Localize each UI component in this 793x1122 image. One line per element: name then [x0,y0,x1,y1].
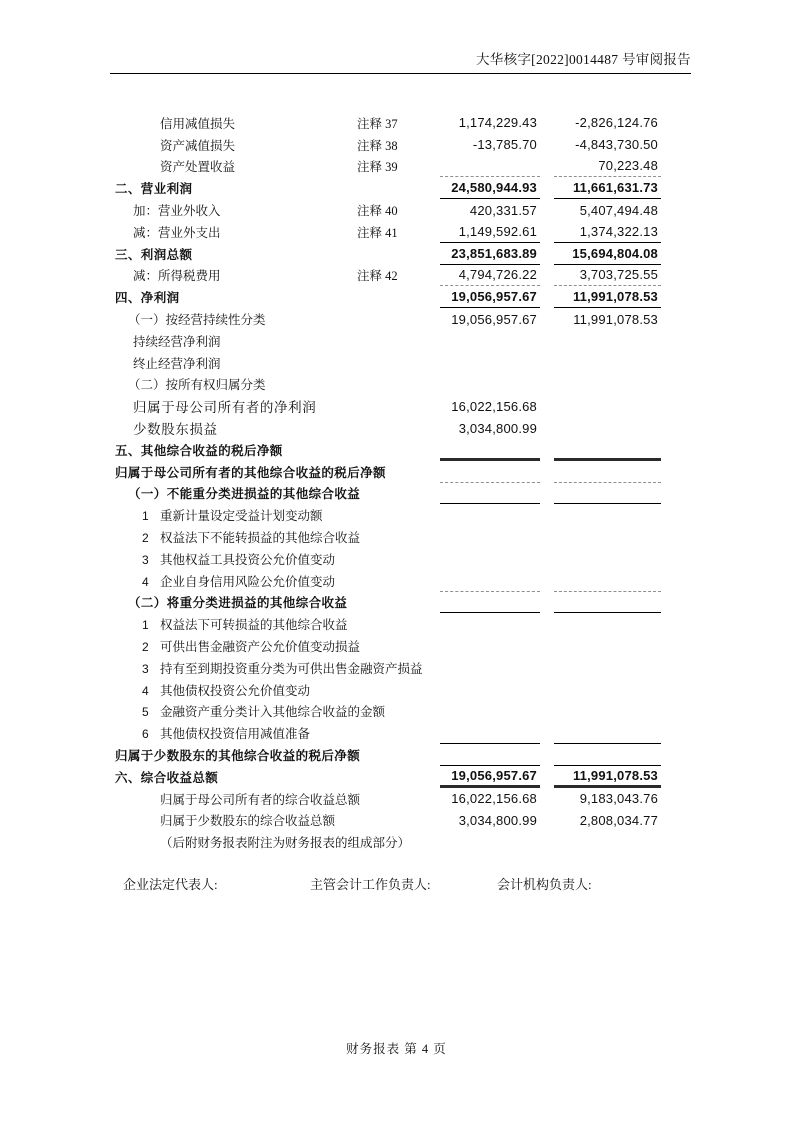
table-row [110,483,691,505]
table-row [110,308,691,330]
row-value-current [440,461,540,483]
row-label: 持续经营净利润 [133,334,221,349]
row-value-current [440,744,540,766]
row-value-current [440,570,540,592]
row-value-prior: 11,991,078.53 [573,311,658,327]
row-label-cell [110,528,361,546]
row-value-prior: -2,826,124.76 [575,115,658,131]
table-row [110,744,691,766]
accounting-head-label: 会计机构负责人: [497,877,592,892]
row-value-prior [554,701,661,723]
row-value-current [440,701,540,723]
table-row [110,286,691,308]
row-label-cell [110,157,357,175]
row-note: 注释 40 [357,204,398,219]
row-value-current [440,613,540,635]
row-label-cell [110,396,357,416]
row-value-prior [554,831,661,853]
row-note: 注释 41 [357,225,398,240]
row-num: 5 [142,705,149,720]
row-value-prior [554,679,661,701]
row-value-current [440,635,540,657]
table-row [110,439,691,461]
table-row [110,722,691,744]
row-label-cell [110,833,411,851]
page-footer: 财务报表 第 4 页 [346,1042,447,1056]
row-value-current: 19,056,957.67 [440,766,540,788]
row-label: 重新计量设定受益计划变动额 [160,509,323,524]
row-label: 其他债权投资公允价值变动 [160,683,311,698]
row-label: 终止经营净利润 [133,356,221,371]
row-value-current [440,722,540,744]
row-label: 归属于少数股东的其他综合收益的税后净额 [115,749,361,763]
row-value-current [440,483,540,505]
table-row [110,395,691,417]
row-label-cell [110,288,357,306]
table-row [110,788,691,810]
row-value-prior [554,504,661,526]
row-value-current [440,679,540,701]
table-row [110,570,691,592]
row-value-current [440,374,540,396]
row-label-cell [110,418,357,438]
row-num: 2 [142,531,149,546]
row-label-cell [110,266,357,284]
row-value-prior [554,483,661,505]
row-value-current: 24,580,944.93 [440,177,540,199]
row-label: 六、综合收益总额 [115,770,219,785]
row-value-current: 1,149,592.61 [440,221,540,243]
row-label-cell [110,484,361,502]
row-label-cell [110,114,357,132]
row-value-current: -13,785.70 [472,137,537,153]
table-row [110,592,691,614]
row-label: 资产处置收益 [160,160,236,175]
row-value-current [440,657,540,679]
row-value-prior [554,330,661,352]
row-num: 1 [142,509,149,524]
row-label-cell [110,681,357,699]
row-label: 资产减值损失 [160,138,236,153]
table-row [110,635,691,657]
table-row [110,657,691,679]
table-row [110,243,691,265]
row-value-prior [554,526,661,548]
table-row [110,701,691,723]
row-value-current: 16,022,156.68 [451,398,537,414]
row-label: 其他权益工具投资公允价值变动 [160,552,336,567]
table-row [110,330,691,352]
row-note: 注释 42 [357,269,398,284]
row-value-current: 23,851,683.89 [440,243,540,265]
row-value-prior [554,592,661,614]
row-label-cell [110,223,357,241]
row-value-prior [554,417,661,439]
row-label-cell [110,572,357,590]
row-value-prior: 1,374,322.13 [554,221,661,243]
row-label: （后附财务报表附注为财务报表的组成部分） [160,836,411,851]
row-value-prior [554,395,661,417]
row-label-cell [110,354,357,372]
row-label-cell [110,659,423,677]
row-value-current [440,156,540,178]
row-label: （一）不能重分类进损益的其他综合收益 [128,487,361,502]
row-value-prior: 11,661,631.73 [554,177,661,199]
row-label-cell [110,637,361,655]
row-value-current [440,439,540,461]
row-value-current: 3,034,800.99 [458,420,537,436]
row-value-prior [554,461,661,483]
row-label-cell [110,310,357,328]
row-value-prior [554,570,661,592]
row-label-cell [110,746,361,764]
row-label: 二、营业利润 [115,182,193,197]
table-row [110,679,691,701]
row-label: 加：营业外收入 [133,204,221,219]
row-value-prior [554,635,661,657]
row-value-current: 16,022,156.68 [451,791,537,807]
row-value-prior: 70,223.48 [554,156,661,178]
table-row [110,766,691,788]
table-row [110,613,691,635]
table-row [110,199,691,221]
table-row [110,831,691,853]
row-label: 信用减值损失 [160,116,236,131]
table-row [110,221,691,243]
row-value-current: 3,034,800.99 [458,812,537,828]
row-num: 4 [142,683,149,698]
row-value-current [440,526,540,548]
row-label: 企业自身信用风险公允价值变动 [160,574,336,589]
row-label-cell [110,768,357,786]
row-label-cell [110,724,357,742]
table-row [110,461,691,483]
row-value-prior [554,548,661,570]
row-value-prior: 11,991,078.53 [554,286,661,308]
row-value-prior: -4,843,730.50 [575,137,658,153]
row-value-prior [554,722,661,744]
row-label-cell [110,179,357,197]
row-note: 注释 39 [357,160,398,175]
row-value-prior [554,613,661,635]
row-value-prior: 2,808,034.77 [579,812,658,828]
row-value-current [440,504,540,526]
row-label: 减：所得税费用 [133,269,221,284]
row-label: 权益法下可转损益的其他综合收益 [160,618,348,633]
row-label: 五、其他综合收益的税后净额 [115,443,283,458]
row-num: 2 [142,640,149,655]
row-note: 注释 38 [357,138,398,153]
table-row [110,548,691,570]
legal-representative-label: 企业法定代表人: [123,877,218,892]
report-header-number: 大华核字[2022]0014487 号审阅报告 [110,48,691,74]
row-num: 6 [142,727,149,742]
row-value-current [440,831,540,853]
row-label: （一）按经营持续性分类 [128,313,266,328]
row-num: 4 [142,574,149,589]
row-label: 少数股东损益 [133,422,218,438]
row-label: 归属于母公司所有者的综合收益总额 [160,792,361,807]
row-label-cell [110,332,357,350]
row-num: 3 [142,661,149,676]
table-row [110,810,691,832]
row-label-cell [110,702,386,720]
table-row [110,177,691,199]
row-label-cell [110,550,357,568]
row-value-current [440,592,540,614]
row-label: 其他债权投资信用减值准备 [160,727,311,742]
table-row [110,265,691,287]
row-label: 减：营业外支出 [133,225,221,240]
table-row [110,526,691,548]
row-value-current [440,330,540,352]
statement-table [110,112,691,853]
chief-accountant-label: 主管会计工作负责人: [310,877,431,892]
row-value-prior [554,352,661,374]
row-label: （二）将重分类进损益的其他综合收益 [128,596,348,611]
row-label: （二）按所有权归属分类 [128,378,266,393]
row-value-current: 4,794,726.22 [440,265,540,287]
row-label-cell [110,790,361,808]
row-note: 注释 37 [357,116,398,131]
row-value-prior [554,744,661,766]
signature-block [110,874,691,893]
table-row [110,156,691,178]
table-row [110,417,691,439]
table-row [110,504,691,526]
row-value-prior: 11,991,078.53 [554,766,661,788]
table-row [110,352,691,374]
row-label-cell [110,201,357,219]
row-value-prior [554,374,661,396]
row-label-cell [110,375,357,393]
row-label-cell [110,615,357,633]
row-value-current: 19,056,957.67 [451,311,537,327]
row-label-cell [110,593,357,611]
row-label: 金融资产重分类计入其他综合收益的金额 [160,705,386,720]
row-value-current [440,548,540,570]
table-row [110,112,691,134]
row-value-prior: 15,694,804.08 [554,243,661,265]
row-value-current: 420,331.57 [469,202,537,218]
table-row [110,134,691,156]
row-value-prior [554,657,661,679]
row-label: 归属于母公司所有者的净利润 [133,400,317,416]
row-label-cell [110,245,357,263]
row-label: 权益法下不能转损益的其他综合收益 [160,531,361,546]
row-label: 四、净利润 [115,291,180,306]
row-label-cell [110,506,357,524]
row-value-current [440,352,540,374]
row-label: 持有至到期投资重分类为可供出售金融资产损益 [160,661,423,676]
row-label-cell [110,463,386,481]
row-label-cell [110,811,357,829]
row-value-prior: 5,407,494.48 [579,202,658,218]
row-num: 3 [142,552,149,567]
row-label-cell [110,441,357,459]
row-value-current: 1,174,229.43 [458,115,537,131]
table-row [110,374,691,396]
row-value-prior: 3,703,725.55 [554,265,661,287]
row-label-cell [110,136,357,154]
row-label: 可供出售金融资产公允价值变动损益 [160,640,361,655]
row-value-prior: 9,183,043.76 [579,791,658,807]
row-label: 归属于少数股东的综合收益总额 [160,814,336,829]
row-value-prior [554,439,661,461]
row-label: 三、利润总额 [115,247,193,262]
row-label: 归属于母公司所有者的其他综合收益的税后净额 [115,465,386,480]
row-num: 1 [142,618,149,633]
row-value-current: 19,056,957.67 [440,286,540,308]
